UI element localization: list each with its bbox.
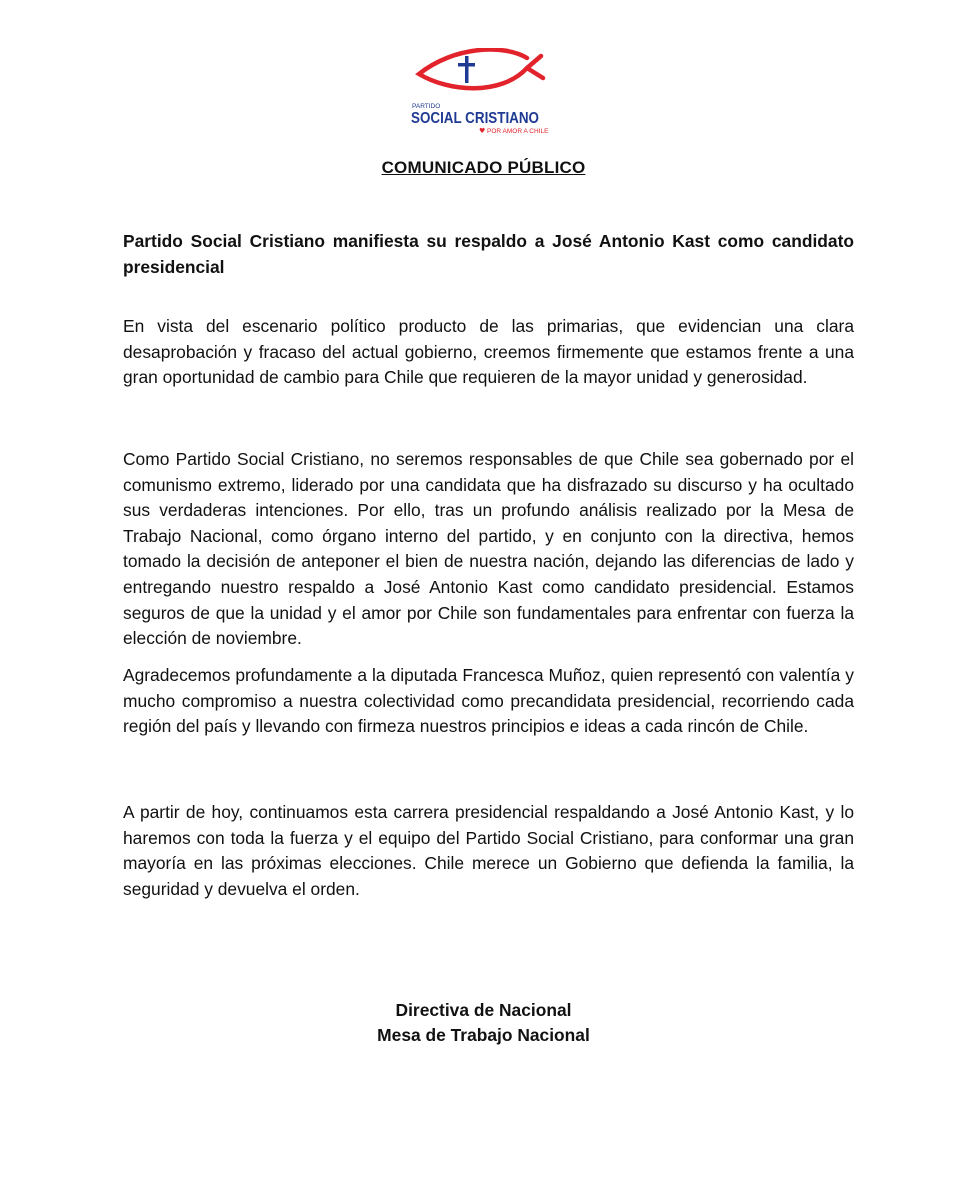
logo-tagline: POR AMOR A CHILE bbox=[486, 128, 548, 135]
logo-small-label: PARTIDO bbox=[411, 103, 440, 110]
document-title: COMUNICADO PÚBLICO bbox=[381, 158, 586, 177]
heart-icon: ♥ bbox=[478, 127, 485, 135]
party-logo bbox=[0, 48, 967, 138]
paragraph: Agradecemos profundamente a la diputada Francesca Muñoz, quien representó con valentía y mucho compromiso a nuestra colectividad como precandidata presidencial, recorriendo cada región del país y llevando con firmeza nuestros principios e ideas a cada rincón de Chile. bbox=[123, 665, 854, 737]
headline: Partido Social Cristiano manifiesta su respaldo a José Antonio Kast como candidato presidencial bbox=[123, 231, 854, 277]
paragraph: A partir de hoy, continuamos esta carrera presidencial respaldando a José Antonio Kast, y lo haremos con toda la fuerza y el equipo del Partido Social Cristiano, para conformar una gran mayoría en las próximas elecciones. Chile merece un Gobierno que defienda la familia, la seguridad y devuelva el orden. bbox=[123, 802, 854, 899]
paragraph: Como Partido Social Cristiano, no seremos responsables de que Chile sea gobernado por el comunismo extremo, liderado por una candidata que ha disfrazado su discurso y ha ocultado sus verdaderas intenciones. Por ello, tras un profundo análisis realizado por la Mesa de Trabajo Nacional, como órgano interno del partido, y en conjunto con la directiva, hemos tomado la decisión de anteponer el bien de nuestra nación, dejando las diferencias de lado y entregando nuestro respaldo a José Antonio Kast como candidato presidencial. Estamos seguros de que la unidad y el amor por Chile son fundamentales para enfrentar con fuerza la elección de noviembre. bbox=[123, 449, 854, 649]
fish-cross-logo-icon bbox=[409, 48, 559, 138]
signature-line-mesa: Mesa de Trabajo Nacional bbox=[377, 1025, 590, 1045]
logo-party-name: SOCIAL CRISTIANO bbox=[410, 110, 539, 127]
signature-line-directiva: Directiva de Nacional bbox=[395, 1000, 572, 1020]
signature-block bbox=[0, 998, 967, 1048]
paragraph: En vista del escenario político producto de las primarias, que evidencian una clara desaprobación y fracaso del actual gobierno, creemos firmemente que estamos frente a una gran oportunidad de cambio para Chile que requieren de la mayor unidad y generosidad. bbox=[123, 316, 854, 388]
